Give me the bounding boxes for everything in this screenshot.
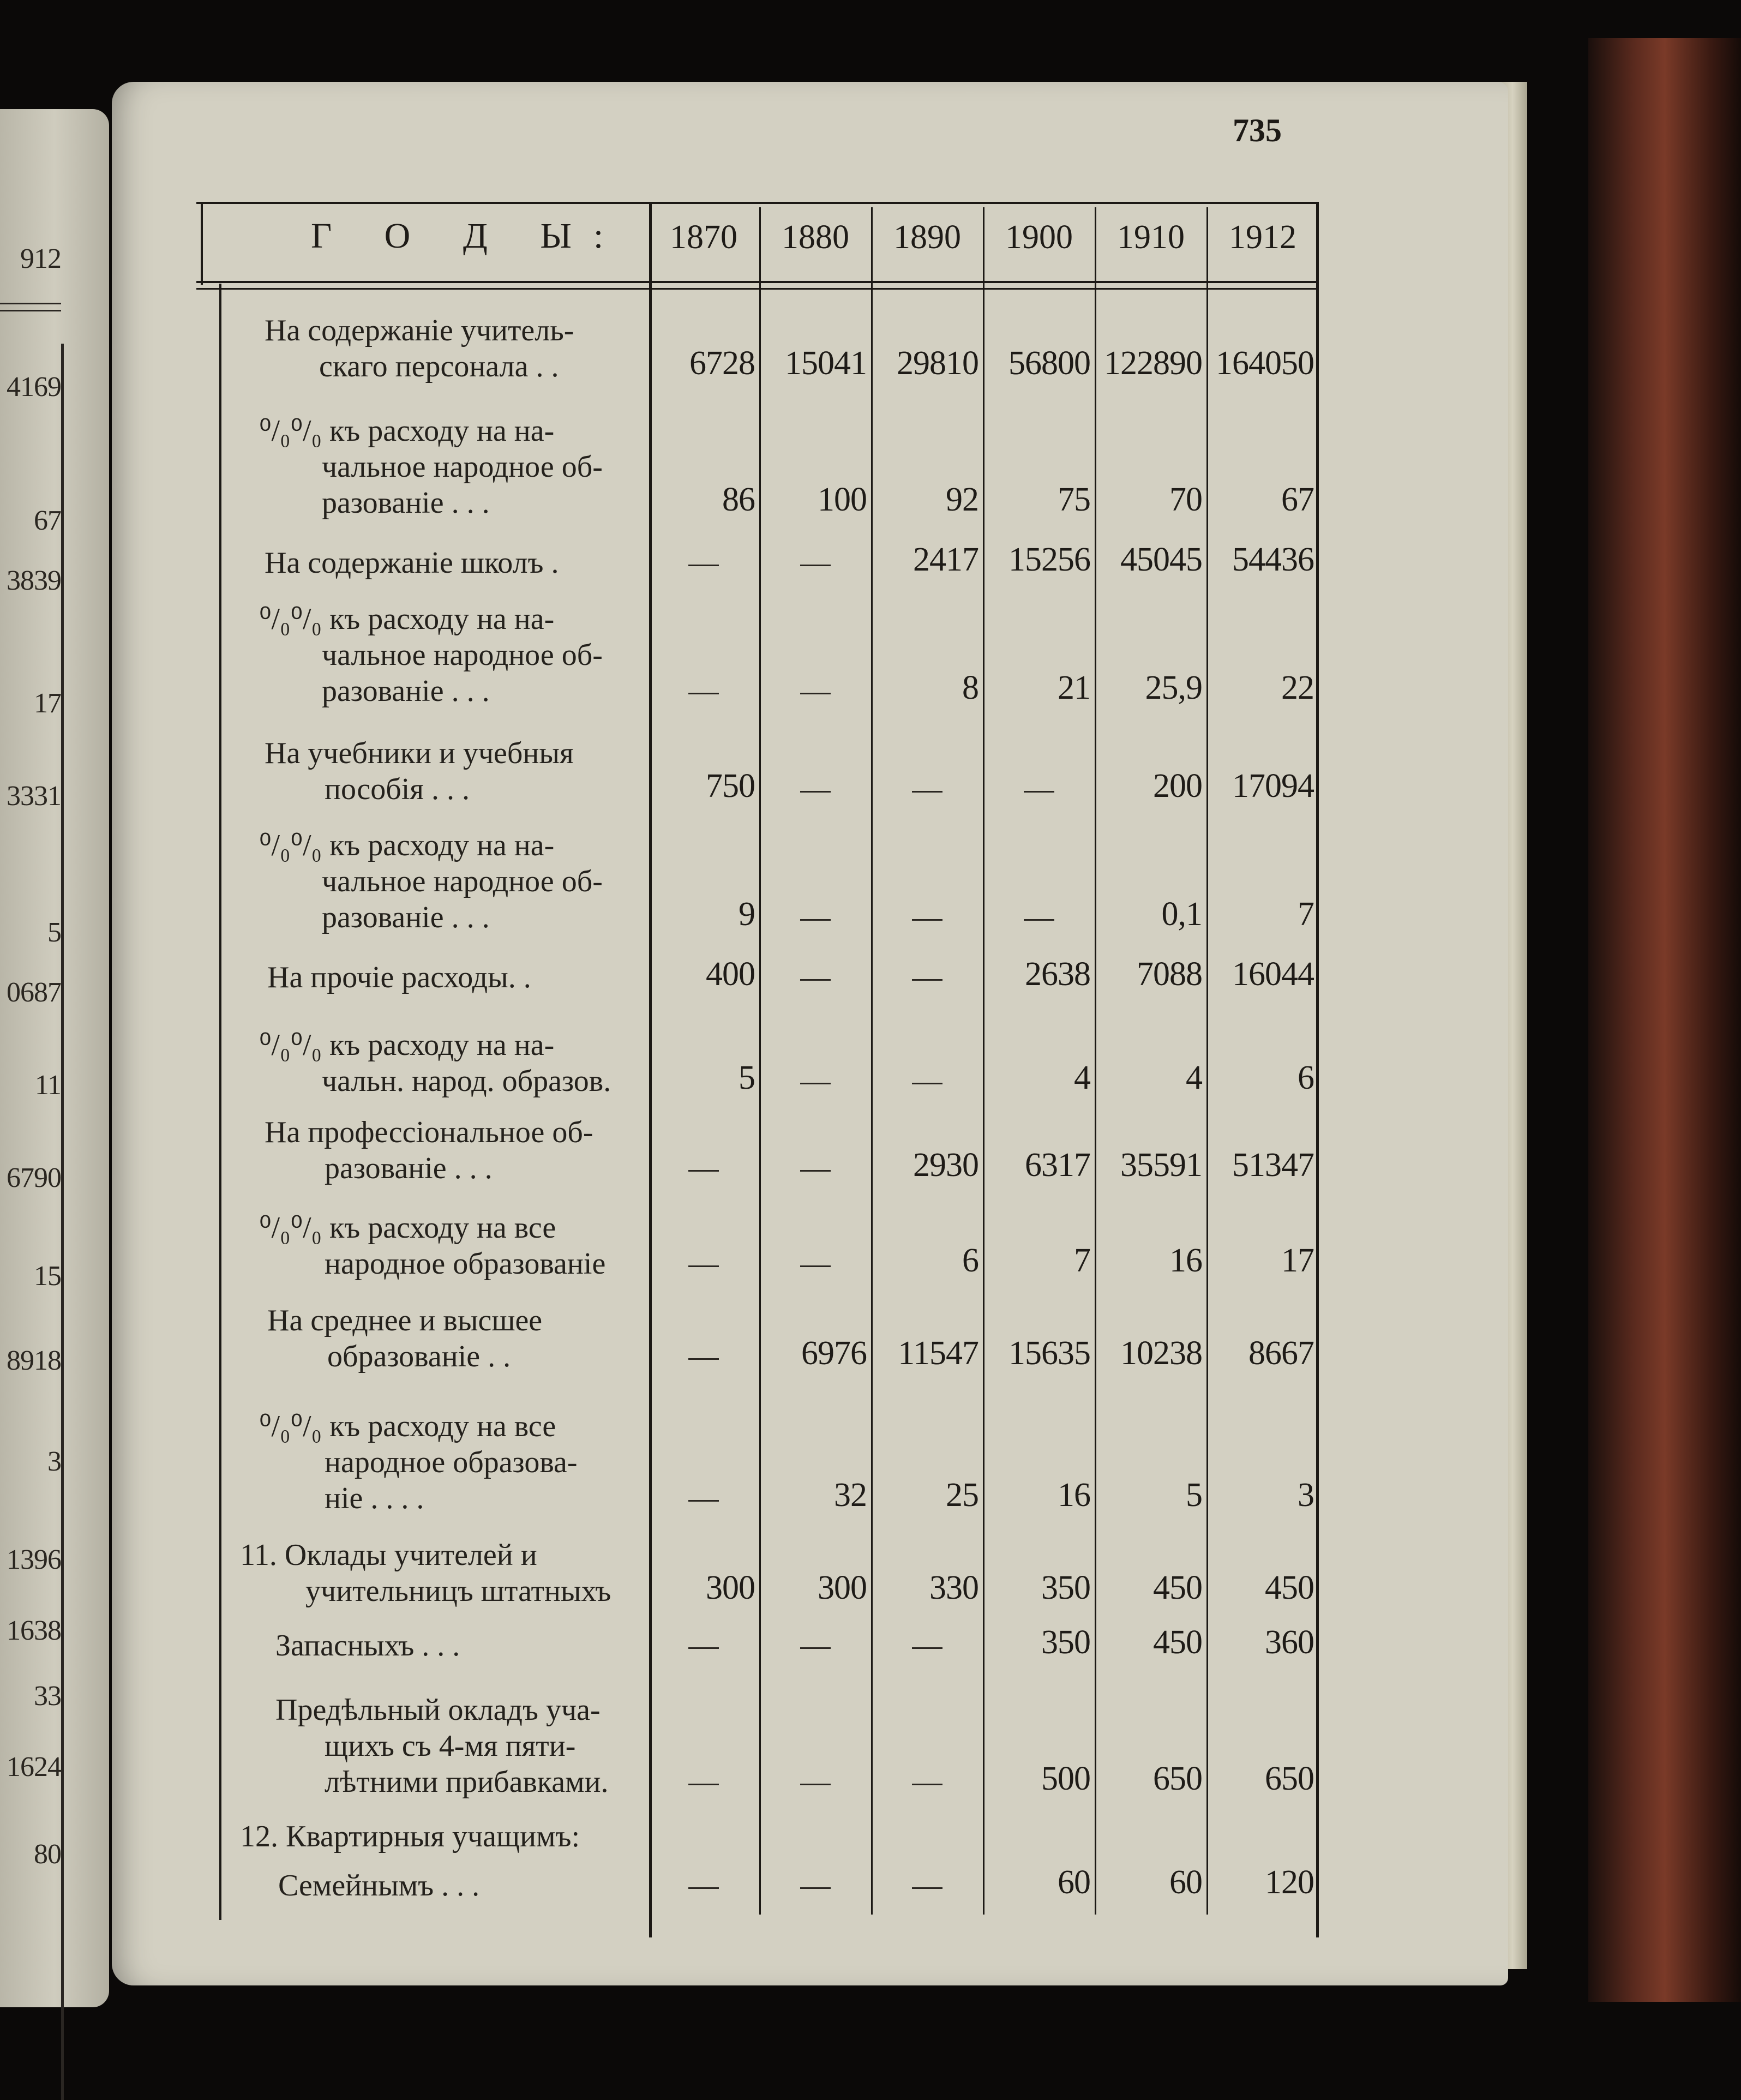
table-cell-value: 17094 [1232, 767, 1314, 805]
table-cell-value: 5 [1186, 1477, 1202, 1514]
table-cell-value: 330 [929, 1569, 978, 1606]
table-left-rule-body [219, 284, 221, 1920]
year-header: 1880 [782, 219, 849, 256]
table-cell-value: 500 [1041, 1760, 1090, 1797]
table-cell-value: 350 [1041, 1624, 1090, 1661]
table-cell-value: 21 [1058, 669, 1090, 706]
row-label-line: 12. Квартирныя учащимъ: [240, 1820, 580, 1853]
left-header-fragment: 912 [20, 243, 61, 274]
row-label-line: разованіе . . . [322, 901, 490, 934]
left-page-number: 67 [34, 505, 61, 536]
row-label-line: чальное народное об- [322, 638, 603, 672]
empty-cell-dash [800, 791, 831, 793]
row-label-line: Семейнымъ . . . [278, 1869, 480, 1903]
table-cell-value: 7 [1298, 896, 1314, 933]
row-label-line: народное образова- [325, 1445, 578, 1479]
row-label-line: На прочіе расходы. . [267, 961, 531, 994]
left-page-number: 8918 [7, 1345, 61, 1376]
table-cell-value: 10238 [1120, 1335, 1202, 1372]
table-cell-value: 350 [1041, 1569, 1090, 1606]
empty-cell-dash [800, 979, 831, 981]
table-cell-value: 6 [1298, 1059, 1314, 1096]
year-header: 1912 [1229, 219, 1296, 256]
row-label-line: чальн. народ. образов. [322, 1064, 611, 1098]
empty-cell-dash [912, 1887, 942, 1889]
left-column-rule [61, 344, 64, 2100]
table-cell-value: 51347 [1232, 1147, 1314, 1184]
table-cell-value: 16 [1058, 1477, 1090, 1514]
table-cell-value: 5 [739, 1059, 755, 1096]
empty-cell-dash [800, 565, 831, 566]
table-cell-value: 4 [1074, 1059, 1090, 1096]
row-label-line: разованіе . . . [322, 674, 490, 708]
row-label-line: чальное народное об- [322, 865, 603, 898]
row-label-line: народное образованіе [325, 1247, 606, 1281]
row-label-line: чальное народное об- [322, 450, 603, 484]
left-page-number: 3839 [7, 565, 61, 596]
table-cell-value: 16 [1169, 1242, 1202, 1279]
left-page-number: 1638 [7, 1615, 61, 1646]
table-cell-value: 15041 [785, 345, 867, 382]
empty-cell-dash [688, 1170, 719, 1172]
table-cell-value: 8667 [1248, 1335, 1314, 1372]
table-cell-value: 750 [706, 767, 755, 805]
table-header-rule [196, 281, 1319, 283]
row-label-line: ⁰/₀⁰/₀ къ расходу на все [259, 1211, 556, 1245]
table-cell-value: 35591 [1120, 1147, 1202, 1184]
empty-cell-dash [912, 1083, 942, 1084]
table-left-rule [201, 203, 203, 285]
column-rule [871, 207, 873, 1915]
table-cell-value: 17 [1281, 1242, 1314, 1279]
table-cell-value: 86 [722, 481, 755, 518]
empty-cell-dash [912, 919, 942, 921]
year-header: 1900 [1005, 219, 1073, 256]
row-label-line: На содержаніе школъ . [265, 546, 559, 580]
empty-cell-dash [800, 1083, 831, 1084]
left-page-number: 6790 [7, 1162, 61, 1193]
table-cell-value: 29810 [897, 345, 978, 382]
row-label-line: образованіе . . [327, 1340, 511, 1373]
table-right-rule [1316, 203, 1319, 1937]
table-cell-value: 67 [1281, 481, 1314, 518]
left-page-number: 80 [34, 1839, 61, 1870]
empty-cell-dash [688, 1784, 719, 1785]
empty-cell-dash [800, 693, 831, 694]
table-cell-value: 650 [1153, 1760, 1202, 1797]
table-cell-value: 60 [1058, 1864, 1090, 1901]
empty-cell-dash [688, 565, 719, 566]
table-cell-value: 164050 [1216, 345, 1314, 382]
row-label-line: На учебники и учебныя [265, 736, 574, 770]
table-cell-value: 4 [1186, 1059, 1202, 1096]
row-label-line: ⁰/₀⁰/₀ къ расходу на все [259, 1409, 556, 1443]
left-page-number: 5 [47, 917, 61, 948]
table-cell-value: 6728 [689, 345, 755, 382]
table-cell-value: 2417 [913, 541, 978, 578]
empty-cell-dash [912, 791, 942, 793]
row-label-line: На профессіональное об- [265, 1115, 593, 1149]
empty-cell-dash [800, 1265, 831, 1267]
row-label-line: учительницъ штатныхъ [305, 1574, 611, 1608]
empty-cell-dash [1024, 919, 1054, 921]
empty-cell-dash [912, 1784, 942, 1785]
row-label-line: ніе . . . . [325, 1481, 424, 1515]
table-cell-value: 56800 [1008, 345, 1090, 382]
table-cell-value: 300 [818, 1569, 867, 1606]
table-cell-value: 2638 [1025, 956, 1090, 993]
table-cell-value: 9 [739, 896, 755, 933]
year-header: 1890 [893, 219, 961, 256]
empty-cell-dash [800, 919, 831, 921]
empty-cell-dash [688, 1358, 719, 1360]
table-cell-value: 15256 [1008, 541, 1090, 578]
year-header: 1910 [1117, 219, 1185, 256]
book-binding [1588, 38, 1741, 2002]
table-cell-value: 7088 [1137, 956, 1202, 993]
table-cell-value: 400 [706, 956, 755, 993]
empty-cell-dash [688, 1887, 719, 1889]
left-page-number: 15 [34, 1261, 61, 1292]
empty-cell-dash [800, 1784, 831, 1785]
row-label-line: ⁰/₀⁰/₀ къ расходу на на- [259, 414, 555, 448]
left-page [0, 109, 109, 2007]
empty-cell-dash [688, 1500, 719, 1502]
row-label-line: ⁰/₀⁰/₀ къ расходу на на- [259, 602, 555, 636]
left-page-number: 0687 [7, 977, 61, 1008]
left-page-number: 1396 [7, 1544, 61, 1575]
table-cell-value: 92 [946, 481, 978, 518]
table-cell-value: 450 [1153, 1569, 1202, 1606]
table-cell-value: 122890 [1104, 345, 1202, 382]
row-label-line: ⁰/₀⁰/₀ къ расходу на на- [259, 1028, 555, 1062]
table-cell-value: 7 [1074, 1242, 1090, 1279]
left-page-number: 3331 [7, 781, 61, 812]
table-cell-value: 120 [1265, 1864, 1314, 1901]
empty-cell-dash [800, 1170, 831, 1172]
row-label-line: На содержаніе учитель- [265, 314, 574, 347]
table-cell-value: 6976 [801, 1335, 867, 1372]
column-rule [759, 207, 761, 1915]
empty-cell-dash [912, 979, 942, 981]
table-cell-value: 8 [962, 669, 978, 706]
row-label-line: ⁰/₀⁰/₀ къ расходу на на- [259, 829, 555, 862]
left-page-number: 11 [34, 1070, 61, 1101]
table-cell-value: 6317 [1025, 1147, 1090, 1184]
table-cell-value: 16044 [1232, 956, 1314, 993]
left-page-number: 1624 [7, 1751, 61, 1783]
table-top-rule [196, 202, 1319, 204]
row-label-line: разованіе . . . [325, 1151, 493, 1185]
table-cell-value: 22 [1281, 669, 1314, 706]
row-label-line: Предѣльный окладъ уча- [275, 1693, 601, 1727]
empty-cell-dash [1024, 791, 1054, 793]
table-cell-value: 45045 [1120, 541, 1202, 578]
empty-cell-dash [912, 1647, 942, 1649]
row-label-line: пособія . . . [325, 772, 470, 806]
left-rule [0, 303, 61, 304]
table-cell-value: 100 [818, 481, 867, 518]
table-cell-value: 2930 [913, 1147, 978, 1184]
empty-cell-dash [688, 693, 719, 694]
table-cell-value: 650 [1265, 1760, 1314, 1797]
table-cell-value: 54436 [1232, 541, 1314, 578]
table-cell-value: 300 [706, 1569, 755, 1606]
table-cell-value: 6 [962, 1242, 978, 1279]
table-cell-value: 25 [946, 1477, 978, 1514]
row-label-line: Запасныхъ . . . [275, 1629, 460, 1663]
table-cell-value: 360 [1265, 1624, 1314, 1661]
table-cell-value: 200 [1153, 767, 1202, 805]
table-cell-value: 70 [1169, 481, 1202, 518]
empty-cell-dash [688, 1265, 719, 1267]
table-cell-value: 75 [1058, 481, 1090, 518]
table-cell-value: 32 [834, 1477, 867, 1514]
table-cell-value: 0,1 [1161, 896, 1202, 933]
left-rule [0, 310, 61, 311]
left-page-number: 17 [34, 688, 61, 719]
row-label-line: На среднее и высшее [267, 1304, 543, 1337]
years-header-label: Г О Д Ы: [311, 216, 626, 256]
year-header: 1870 [670, 219, 737, 256]
table-cell-value: 25,9 [1145, 669, 1202, 706]
table-cell-value: 11547 [898, 1335, 978, 1372]
left-page-number: 4169 [7, 371, 61, 403]
empty-cell-dash [800, 1887, 831, 1889]
left-page-number: 3 [47, 1446, 61, 1477]
empty-cell-dash [800, 1647, 831, 1649]
row-label-line: лѣтними прибавками. [325, 1765, 609, 1799]
table-cell-value: 450 [1265, 1569, 1314, 1606]
table-cell-value: 15635 [1008, 1335, 1090, 1372]
left-page-number: 33 [34, 1681, 61, 1712]
row-label-line: щихъ съ 4-мя пяти- [325, 1729, 576, 1763]
row-label-line: разованіе . . . [322, 486, 490, 520]
row-label-line: 11. Оклады учителей и [240, 1538, 537, 1572]
row-label-line: скаго персонала . . [319, 350, 559, 383]
table-cell-value: 450 [1153, 1624, 1202, 1661]
table-cell-value: 60 [1169, 1864, 1202, 1901]
table-cell-value: 3 [1298, 1477, 1314, 1514]
table-header-rule-2 [196, 288, 1319, 290]
empty-cell-dash [688, 1647, 719, 1649]
page-number: 735 [1233, 112, 1282, 148]
